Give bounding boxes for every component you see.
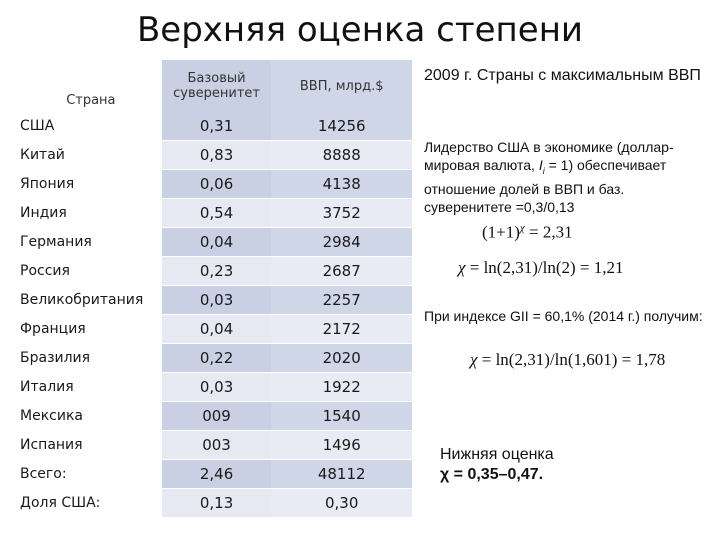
cell-sovereignty: 0,22 (162, 344, 272, 373)
table-row (18, 402, 412, 431)
table-row (18, 344, 412, 373)
cell-country: Мексика (18, 402, 162, 431)
cell-sovereignty: 0,06 (162, 170, 272, 199)
lower-estimate (440, 445, 710, 485)
formula-chi-gii: χ = ln(2,31)/ln(1,601) = 1,78 (470, 350, 666, 369)
cell-gdp: 1540 (271, 402, 412, 431)
right-heading: 2009 г. Страны с максимальным ВВП (424, 67, 701, 84)
cell-sovereignty: 0,83 (162, 141, 272, 170)
cell-gdp: 2984 (271, 228, 412, 257)
table-row (18, 489, 412, 518)
table-row (18, 373, 412, 402)
table-row (18, 170, 412, 199)
table-row (18, 315, 412, 344)
cell-sovereignty: 0,03 (162, 373, 272, 402)
cell-sovereignty: 2,46 (162, 460, 272, 489)
cell-country: Всего: (18, 460, 162, 489)
cell-sovereignty: 003 (162, 431, 272, 460)
table-row (18, 112, 412, 141)
cell-sovereignty: 0,23 (162, 257, 272, 286)
cell-sovereignty: 009 (162, 402, 272, 431)
cell-sovereignty: 0,54 (162, 199, 272, 228)
leadership-paragraph: Лидерство США в экономике (доллар-мировая валюта, $I_i = 1$) обеспечивает отношение долей в ВВП и баз. суверенитете =0,3/0,13 (424, 139, 674, 215)
cell-country: Бразилия (18, 344, 162, 373)
table-row (18, 199, 412, 228)
cell-gdp: 48112 (271, 460, 412, 489)
table-row (18, 228, 412, 257)
header-country: Страна (66, 93, 116, 108)
cell-country: Германия (18, 228, 162, 257)
country-table (18, 60, 412, 518)
cell-country: Испания (18, 431, 162, 460)
table-header-row (18, 60, 412, 112)
cell-country: Доля США: (18, 489, 162, 518)
cell-sovereignty: 0,31 (162, 112, 272, 141)
table-row (18, 286, 412, 315)
cell-gdp: 8888 (271, 141, 412, 170)
cell-gdp: 2257 (271, 286, 412, 315)
header-sovereignty: Базовый суверенитет (162, 60, 272, 112)
cell-gdp: 0,30 (271, 489, 412, 518)
table-row (18, 141, 412, 170)
header-gdp: ВВП, млрд.$ (271, 60, 412, 112)
cell-gdp: 3752 (271, 199, 412, 228)
page-title: Верхняя оценка степени (136, 10, 584, 50)
table-row (18, 460, 412, 489)
cell-country: США (18, 112, 162, 141)
cell-sovereignty: 0,04 (162, 228, 272, 257)
cell-gdp: 4138 (271, 170, 412, 199)
table-row (18, 257, 412, 286)
cell-sovereignty: 0,03 (162, 286, 272, 315)
lower-estimate-title: Нижняя оценка (440, 446, 554, 463)
cell-gdp: 1496 (271, 431, 412, 460)
cell-gdp: 2687 (271, 257, 412, 286)
cell-sovereignty: 0,13 (162, 489, 272, 518)
cell-gdp: 2172 (271, 315, 412, 344)
cell-country: Великобритания (18, 286, 162, 315)
formula-chi-ln2: χ = ln(2,31)/ln(2) = 1,21 (458, 258, 624, 277)
cell-gdp: 1922 (271, 373, 412, 402)
gii-paragraph: При индексе GII = 60,1% (2014 г.) получим: (424, 308, 703, 324)
table-row (18, 431, 412, 460)
cell-country: Франция (18, 315, 162, 344)
cell-gdp: 2020 (271, 344, 412, 373)
cell-gdp: 14256 (271, 112, 412, 141)
cell-country: Италия (18, 373, 162, 402)
cell-country: Япония (18, 170, 162, 199)
cell-country: Индия (18, 199, 162, 228)
cell-country: Китай (18, 141, 162, 170)
cell-country: Россия (18, 257, 162, 286)
cell-sovereignty: 0,04 (162, 315, 272, 344)
table-body (18, 112, 412, 518)
lower-estimate-value: χ = 0,35–0,47. (440, 466, 544, 483)
formula-power: $(1+1)^\chi = 2,31$ (482, 222, 573, 242)
